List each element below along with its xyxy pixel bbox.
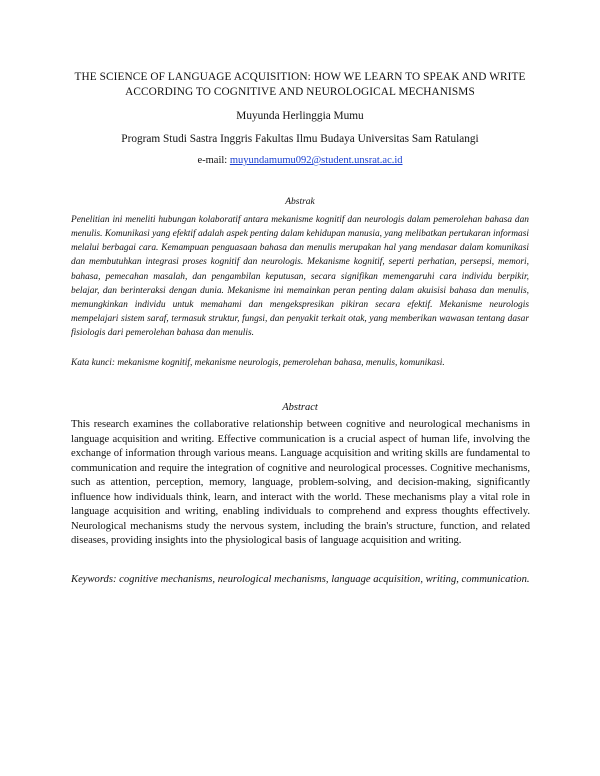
email-line xyxy=(0,155,600,166)
abstract-heading: Abstract xyxy=(282,402,318,413)
abstrak-heading: Abstrak xyxy=(285,197,315,207)
email-label: e-mail: xyxy=(197,155,228,166)
kata-kunci: Kata kunci: mekanisme kognitif, mekanisme neurologis, pemerolehan bahasa, menulis, komunikasi. xyxy=(71,358,445,368)
affiliation: Program Studi Sastra Inggris Fakultas Ilmu Budaya Universitas Sam Ratulangi xyxy=(121,133,479,145)
email-link[interactable]: muyundamumu092@student.unsrat.ac.id xyxy=(229,155,403,166)
abstrak-body: Penelitian ini meneliti hubungan kolaboratif antara mekanisme kognitif dan neurologis dalam pemerolehan bahasa dan menulis. Komunikasi yang efektif adalah aspek penting dalam kehidupan manusia, yang melibatkan pertukaran informasi melalui berbagai cara. Kemampuan penguasaan bahasa dan menulis merupakan hal yang mendasar dalam komunikasi dan membutuhkan integrasi proses kognitif dan neurologis. Mekanisme kognitif, seperti perhatian, persepsi, memori, bahasa, pemecahan masalah, dan pengambilan keputusan, secara signifikan memengaruhi cara individu berpikir, belajar, dan berinteraksi dengan dunia. Mekanisme ini memainkan peran penting dalam akuisisi bahasa dan menulis, memungkinkan individu untuk memahami dan mengekspresikan pikiran secara efektif. Mekanisme neurologis mempelajari sistem saraf, termasuk struktur, fungsi, dan penyakit terkait otak, yang memberikan wawasan tentang dasar fisiologis dari pemerolehan bahasa dan menulis. xyxy=(71,215,529,339)
keywords: Keywords: cognitive mechanisms, neurological mechanisms, language acquisition, writing, communication. xyxy=(71,574,530,585)
abstract-body: This research examines the collaborative relationship between cognitive and neurological mechanisms in language acquisition and writing. Effective communication is a crucial aspect of human life, involving the exchange of information through various means. Language acquisition and writing skills are fundamental to communication and require the integration of cognitive and neurological processes. Cognitive mechanisms, such as attention, perception, memory, language, problem-solving, and decision-making, significantly influence how individuals think, learn, and interact with the world. These mechanisms play a vital role in language acquisition and writing, enabling individuals to comprehend and express thoughts effectively. Neurological mechanisms study the nervous system, including the brain's structure, function, and related diseases, providing insights into the physiological basis of language acquisition and writing. xyxy=(71,419,530,547)
author-name: Muyunda Herlinggia Mumu xyxy=(236,110,364,122)
paper-title: THE SCIENCE OF LANGUAGE ACQUISITION: HOW WE LEARN TO SPEAK AND WRITE ACCORDING TO COGNITIVE AND NEUROLOGICAL MECHANISMS xyxy=(74,71,526,98)
